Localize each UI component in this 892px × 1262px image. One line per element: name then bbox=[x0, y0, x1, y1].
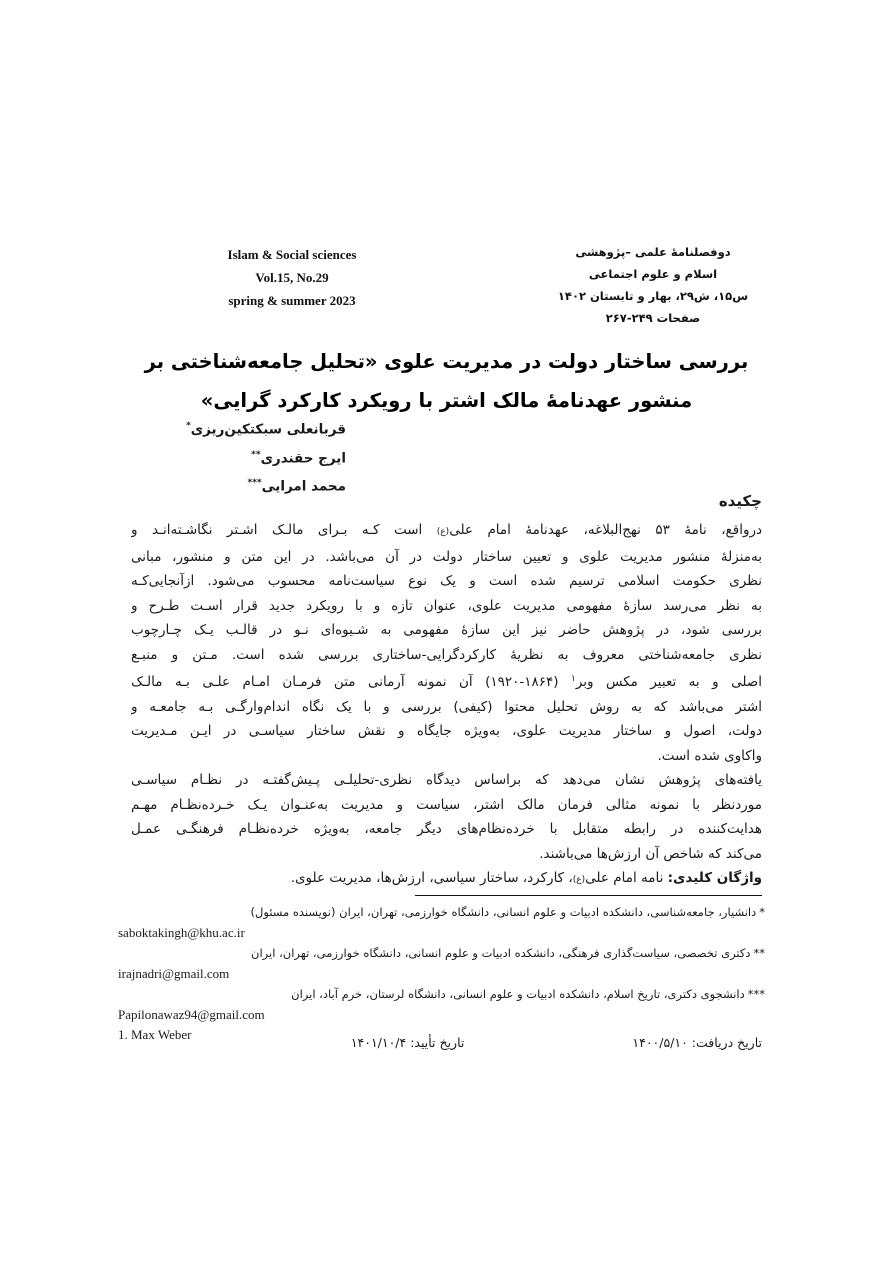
footnotes bbox=[118, 902, 765, 1046]
abstract-text: (۱۸۶۴-۱۹۲۰) آن نمونه آرمانی متن فرمـان امـام علـی بـه مالـک bbox=[131, 674, 571, 690]
abstract-line bbox=[131, 667, 762, 695]
footnote-text: دکتری تخصصی، سیاست‌گذاری فرهنگی، دانشکده ادبیات و علوم انسانی، دانشگاه خوارزمی، تهران، ایران bbox=[251, 946, 751, 960]
author-2-name: ایرج حقندری bbox=[260, 450, 346, 466]
abstract-line: موردنظر با نمونه مثالی فرمان مالک اشتر، سیاست و مدیریت به‌عنـوان یـک خـرده‌نظـام مهـم bbox=[131, 796, 762, 813]
abstract-line: بررسی شود، در پژوهش حاضر نیز این سازهٔ مفهومی به شـیوه‌ای نـو در قالـب یـک چـارچوب bbox=[131, 622, 762, 638]
footnote-email-2: irajnadri@gmail.com bbox=[118, 965, 230, 981]
author-2-affiliation-marker: ** bbox=[251, 449, 261, 460]
keywords-label: واژگان کلیدی: bbox=[667, 870, 762, 886]
article-dates bbox=[131, 1035, 762, 1050]
footnote-affiliation-3 bbox=[118, 984, 765, 1005]
journal-pages-fa: صفحات ۲۴۹-۲۶۷ bbox=[605, 311, 701, 325]
abstract-text: اصلی و به تعبیر مکس وبر bbox=[575, 674, 762, 690]
abstract-body bbox=[131, 518, 762, 893]
footnote-text: دانشجوی دکتری، تاریخ اسلام، دانشکده ادبیات و علوم انسانی، دانشگاه لرستان، خرم آباد، ایران bbox=[291, 987, 745, 1001]
footnote-email-1: saboktakingh@khu.ac.ir bbox=[118, 924, 245, 940]
journal-title-en: Islam & Social sciences bbox=[227, 247, 357, 262]
footnote-marker: ** bbox=[753, 946, 765, 960]
article-title-line1: بررسی ساختار دولت در مدیریت علوی «تحلیل جامعه‌شناختی بر bbox=[144, 350, 749, 373]
footnote-separator-rule bbox=[415, 895, 762, 896]
abstract-line: اشتر می‌باشد که به روش تحلیل محتوا (کیفی) بررسی و با یک نگاه اندام‌وارگـی بـه جامعـه و bbox=[131, 698, 762, 715]
keywords-text: نامه امام علی bbox=[585, 870, 668, 886]
abstract-line: نظری حکومت اسلامی ترسیم شده است و یک نوع سیاست‌نامه محسوب می‌شود. ازآنجایی‌کـه bbox=[131, 573, 762, 589]
footnote-affiliation-2 bbox=[118, 943, 765, 964]
author-3-name: محمد امرایی bbox=[261, 478, 346, 495]
article-title bbox=[131, 342, 762, 420]
footnote-affiliation-1 bbox=[118, 902, 765, 923]
abstract-line: هدایت‌کننده در رابطه متقابل با خرده‌نظام‌های دیگر جامعه، به‌ویژه خرده‌نظـام فرهنگـی عمـل bbox=[131, 821, 762, 837]
journal-masthead-fa bbox=[540, 241, 766, 329]
abstract-line: نظری جامعه‌شناختی معروف به نظریهٔ کارکردگرایی-ساختاری بررسی شده است. مـتن و منبـع bbox=[131, 646, 762, 663]
author-3 bbox=[130, 471, 346, 500]
footnote-max-weber: 1. Max Weber bbox=[118, 1027, 192, 1042]
abstract-line: یافته‌های پژوهش نشان می‌دهد که براساس دیدگاه نظری-تحلیلـی پـیش‌گفتـه در نظـام سیاسـی bbox=[131, 772, 762, 788]
author-3-affiliation-marker: *** bbox=[247, 478, 262, 488]
author-1-affiliation-marker: * bbox=[186, 421, 191, 431]
abstract-text: درواقع، نامهٔ ۵۳ نهج‌البلاغه، عهدنامهٔ امام علی bbox=[449, 522, 762, 538]
abstract-line: به‌منزلهٔ منشور مدیریت علوی و تعیین ساختار دولت در آن می‌باشد. در این متن و منشور، مبانی bbox=[131, 548, 762, 565]
footnote-email-3: Papilonawaz94@gmail.com bbox=[118, 1006, 265, 1022]
keywords-text: ، کارکرد، ساختار سیاسی، ارزش‌ها، مدیریت علوی. bbox=[290, 870, 573, 886]
abstract-paragraph-end: واکاوی شده است. bbox=[657, 747, 762, 764]
abstract-paragraph-end: می‌کند که شاخص آن ارزش‌ها می‌باشند. bbox=[539, 845, 762, 862]
footnote-reference-1: ۱ bbox=[571, 674, 576, 684]
alayhi-salam-symbol: (ع) bbox=[436, 527, 450, 537]
accepted-date bbox=[351, 1035, 465, 1050]
abstract-line: به نظر می‌رسد سازهٔ مفهومی مدیریت علوی، عنوان تازه و با رویکرد جدید قرار اسـت طـرح و bbox=[131, 597, 762, 614]
author-1 bbox=[130, 414, 346, 443]
author-1-name: قربانعلی سبکتکین‌ریزی bbox=[190, 421, 346, 438]
received-date bbox=[632, 1035, 762, 1050]
accepted-date-label: تاریخ تأیید: bbox=[410, 1035, 465, 1050]
journal-type-fa: دوفصلنامهٔ علمی –پژوهشی bbox=[575, 245, 731, 259]
journal-volume-issue-fa: س۱۵، ش۲۹، بهار و تابستان ۱۴۰۲ bbox=[557, 289, 749, 303]
abstract-line bbox=[131, 518, 762, 545]
journal-volume-issue-en: Vol.15, No.29 bbox=[255, 270, 329, 285]
accepted-date-value: ۱۴۰۱/۱۰/۴ bbox=[350, 1035, 407, 1050]
received-date-label: تاریخ دریافت: bbox=[691, 1035, 762, 1050]
alayhi-salam-symbol: (ع) bbox=[572, 875, 586, 885]
abstract-heading: چکیده bbox=[718, 492, 762, 510]
author-list bbox=[130, 414, 346, 500]
journal-masthead-en bbox=[188, 243, 396, 312]
abstract-line: دولت، اصول و ساختار مدیریت علوی، به‌ویژه جایگاه و نقش ساختار سیاسـی در ایـن مـدیریت bbox=[131, 723, 762, 739]
abstract-text: است کـه بـرای مالـک اشـتر نگاشـته‌انـد و bbox=[131, 522, 437, 538]
journal-season-year-en: spring & summer 2023 bbox=[228, 293, 356, 308]
author-2 bbox=[130, 443, 346, 472]
footnote-text: دانشیار، جامعه‌شناسی، دانشکده ادبیات و علوم انسانی، دانشگاه خوارزمی، تهران، ایران (نویسنده مسئول) bbox=[250, 905, 757, 919]
footnote-marker: *** bbox=[747, 987, 765, 1001]
journal-title-fa: اسلام و علوم اجتماعی bbox=[588, 267, 718, 281]
footnote-marker: * bbox=[759, 905, 765, 919]
received-date-value: ۱۴۰۰/۵/۱۰ bbox=[632, 1035, 688, 1050]
keywords-line bbox=[131, 866, 762, 893]
article-title-line2: منشور عهدنامهٔ مالک اشتر با رویکرد کارکرد گرایی» bbox=[200, 389, 693, 412]
